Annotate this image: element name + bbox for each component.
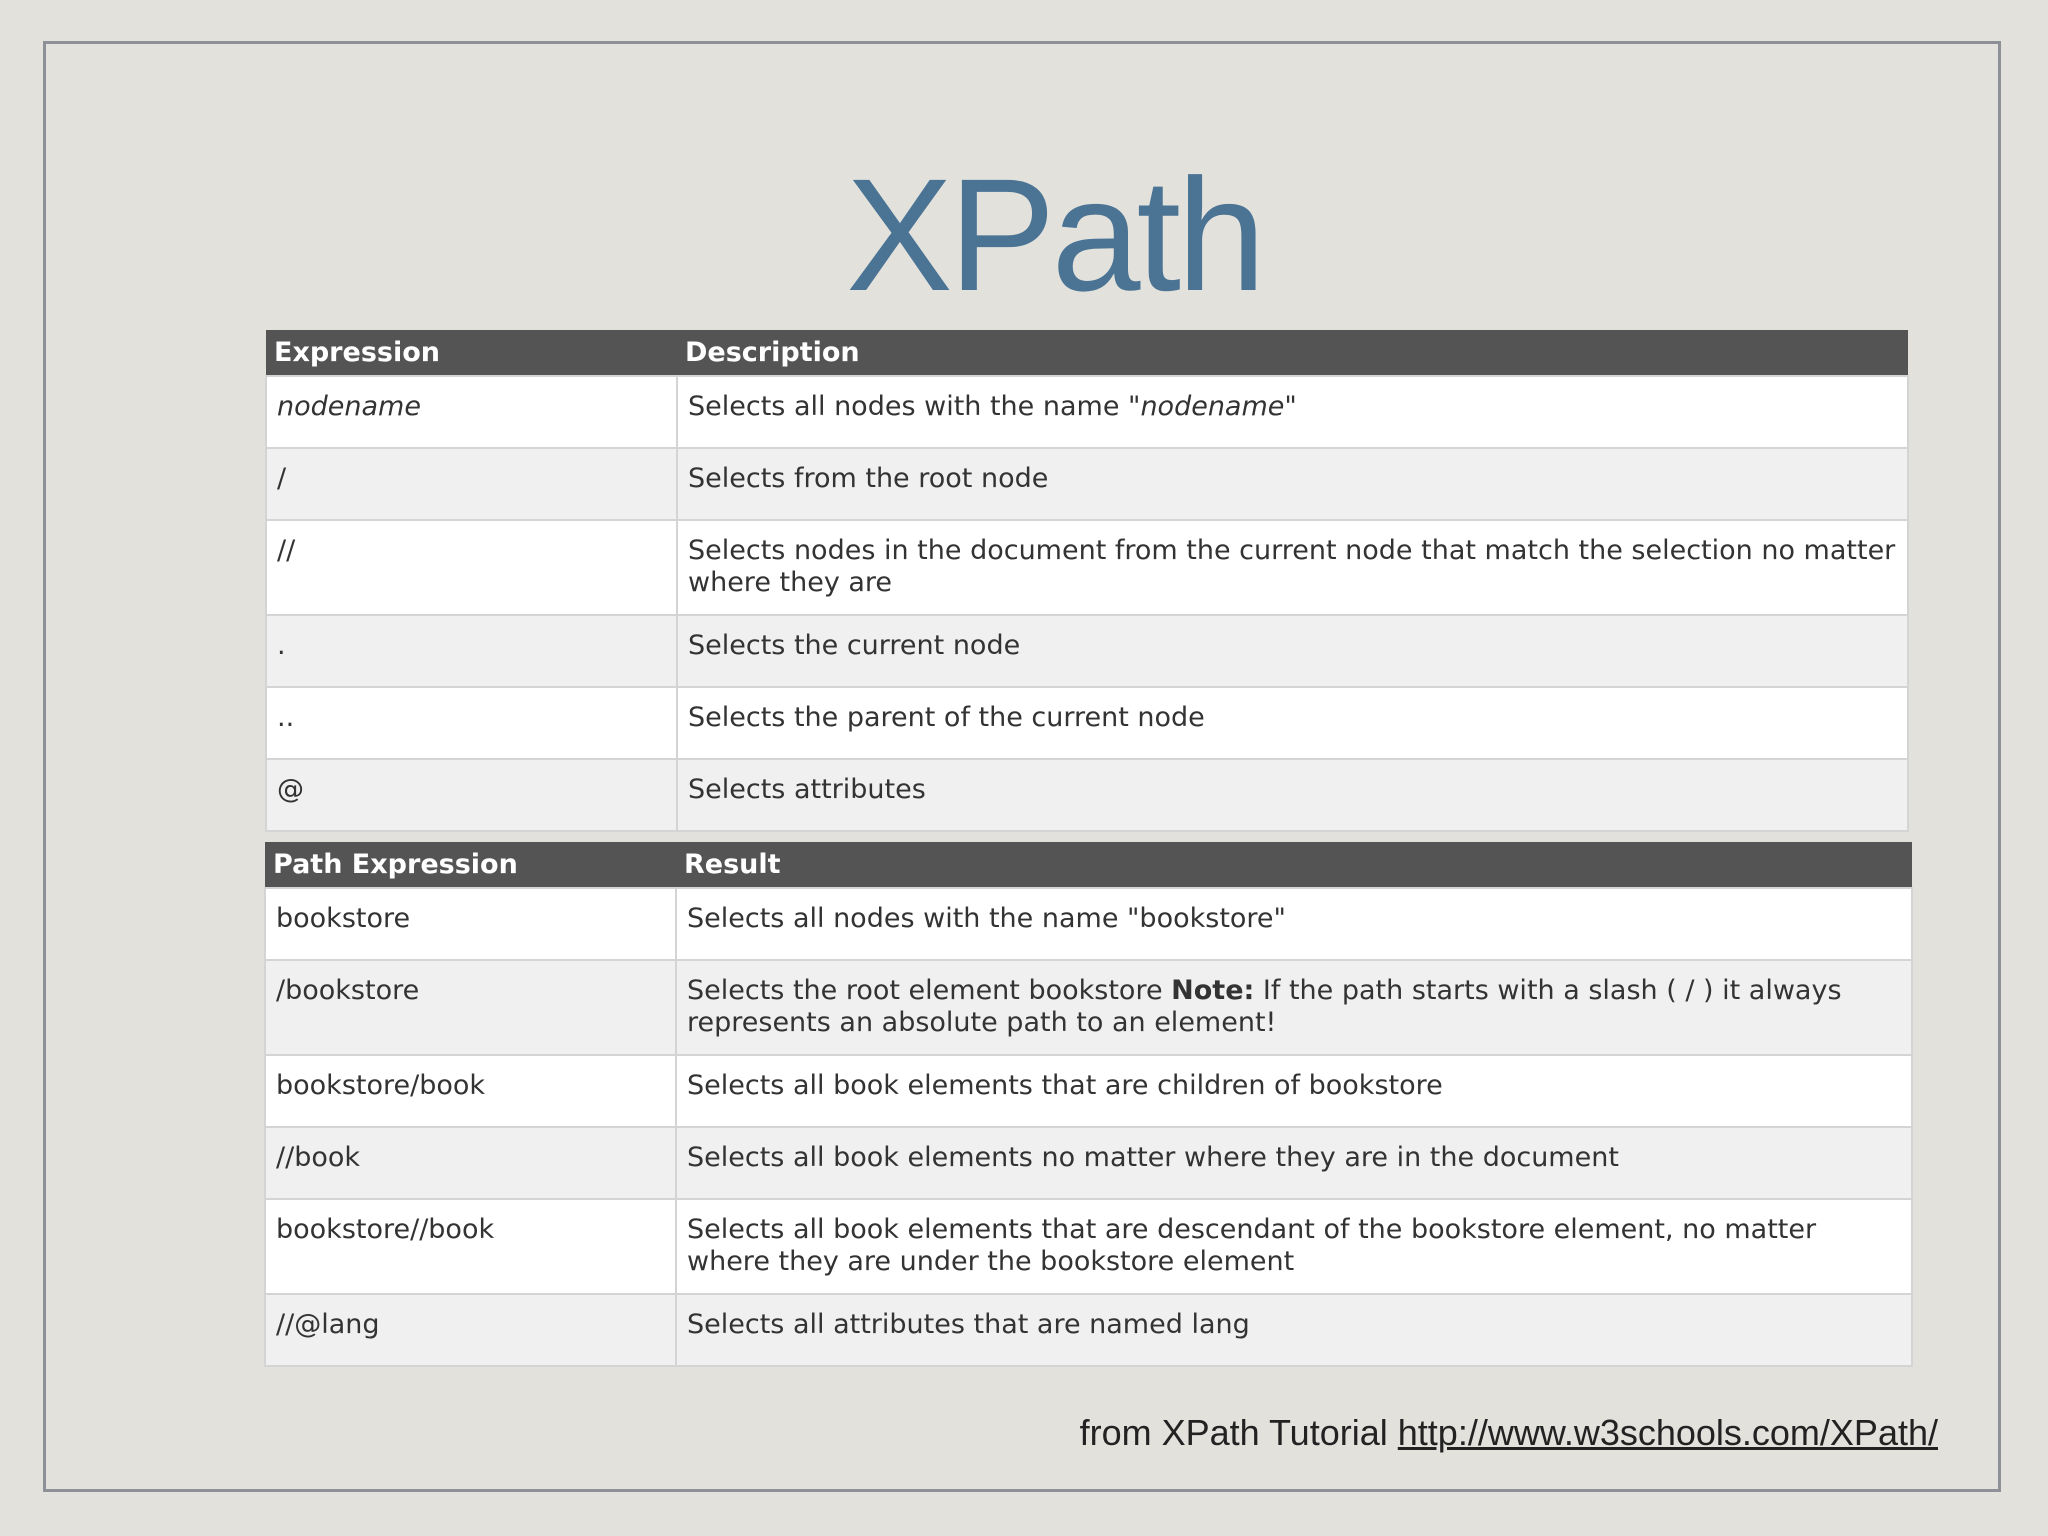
description-cell: Selects nodes in the document from the current node that match the selection no matter where they are — [677, 520, 1908, 615]
result-cell: Selects all attributes that are named lang — [676, 1294, 1912, 1366]
source-link[interactable]: http://www.w3schools.com/XPath/ — [1397, 1412, 1938, 1453]
source-citation — [1080, 1412, 1938, 1454]
result-text: If the path starts with a slash ( / ) it always represents an absolute path to an element! — [687, 975, 1842, 1038]
expression-cell: @ — [266, 759, 677, 831]
table-row — [265, 1055, 1912, 1127]
description-cell: Selects the parent of the current node — [677, 687, 1908, 759]
table-row — [265, 1294, 1912, 1366]
expression-cell: //book — [265, 1127, 676, 1199]
expression-cell: / — [266, 448, 677, 520]
table-row — [266, 376, 1908, 448]
xpath-expression-table — [265, 330, 1909, 832]
expression-cell: nodename — [266, 376, 677, 448]
result-cell: Selects all book elements that are descendant of the bookstore element, no matter where they are under the bookstore element — [676, 1199, 1912, 1294]
expression-cell: bookstore/book — [265, 1055, 676, 1127]
table-row — [266, 448, 1908, 520]
table-header-row — [265, 842, 1912, 888]
path-expression-table — [264, 842, 1913, 1367]
note-label: Note: — [1171, 975, 1255, 1006]
table-row — [265, 1127, 1912, 1199]
source-prefix: from XPath Tutorial — [1079, 1412, 1388, 1453]
description-text: " — [1284, 391, 1297, 422]
expression-cell: //@lang — [265, 1294, 676, 1366]
result-cell: Selects all nodes with the name "bookstore" — [676, 888, 1912, 960]
table-row — [265, 1199, 1912, 1294]
result-text: Selects the root element bookstore — [687, 975, 1172, 1006]
expression-cell: bookstore — [265, 888, 676, 960]
result-cell: Selects all book elements that are children of bookstore — [676, 1055, 1912, 1127]
header-expression: Expression — [266, 330, 677, 376]
description-italic-text: nodename — [1140, 391, 1285, 422]
description-cell: Selects from the root node — [677, 448, 1908, 520]
expression-cell: .. — [266, 687, 677, 759]
table-row — [265, 888, 1912, 960]
expression-cell: /bookstore — [265, 960, 676, 1055]
header-description: Description — [677, 330, 1908, 376]
description-cell: Selects attributes — [677, 759, 1908, 831]
table-row — [266, 687, 1908, 759]
result-cell: Selects all book elements no matter where they are in the document — [676, 1127, 1912, 1199]
expression-cell: bookstore//book — [265, 1199, 676, 1294]
table-row — [265, 960, 1912, 1055]
table-row — [266, 615, 1908, 687]
description-cell — [677, 376, 1908, 448]
description-text: Selects all nodes with the name " — [688, 391, 1141, 422]
table-header-row — [266, 330, 1908, 376]
table-row — [266, 759, 1908, 831]
description-cell: Selects the current node — [677, 615, 1908, 687]
slide-title: XPath — [846, 145, 1262, 324]
result-cell — [676, 960, 1912, 1055]
table-row — [266, 520, 1908, 615]
expression-cell: . — [266, 615, 677, 687]
header-result: Result — [676, 842, 1912, 888]
expression-cell: // — [266, 520, 677, 615]
header-path-expression: Path Expression — [265, 842, 676, 888]
